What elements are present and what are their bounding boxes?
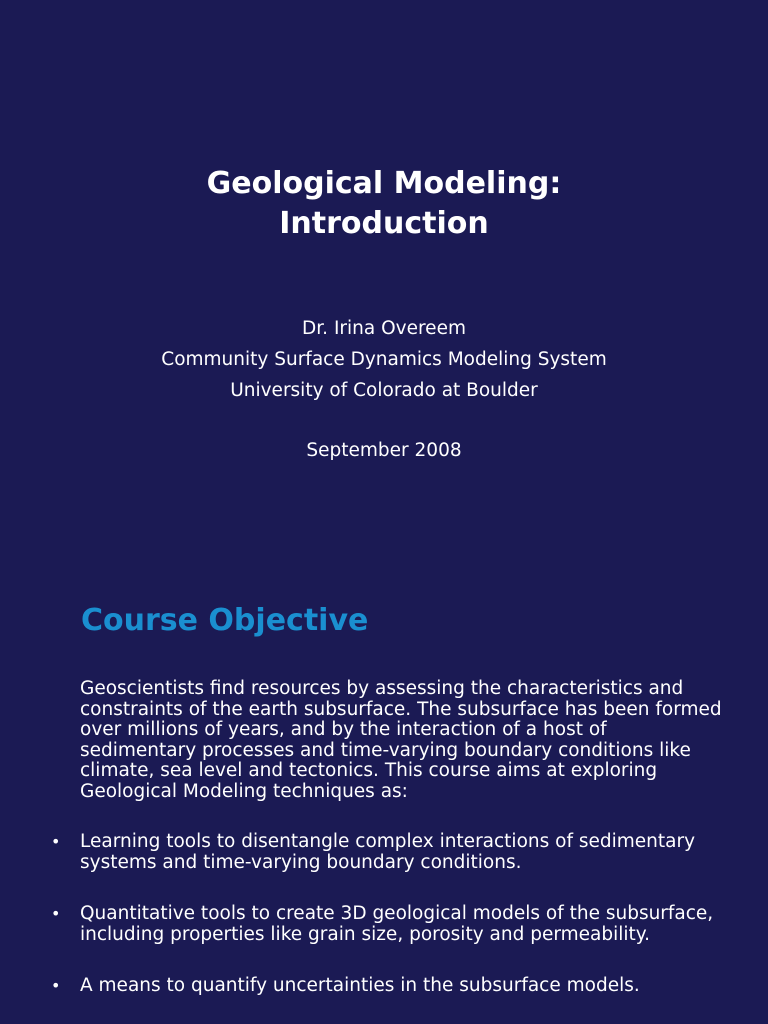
title-line-2: Introduction	[279, 206, 489, 241]
bullet-icon: •	[51, 976, 61, 995]
title-line-1: Geological Modeling:	[206, 166, 562, 201]
paragraph-line: climate, sea level and tectonics. This course aims at exploring	[80, 760, 658, 781]
paragraph-line: over millions of years, and by the interaction of a host of	[80, 719, 607, 740]
bullet-line: Quantitative tools to create 3D geological models of the subsurface,	[80, 903, 714, 924]
paragraph-line: sedimentary processes and time-varying boundary conditions like	[80, 739, 691, 761]
paragraph-line: Geoscientists find resources by assessing the characteristics and	[80, 678, 684, 699]
section-heading: Course Objective	[81, 603, 369, 638]
bullet-line: A means to quantify uncertainties in the subsurface models.	[80, 975, 640, 996]
intro-paragraph	[80, 679, 750, 802]
bullet-item	[0, 832, 768, 873]
author-name: Dr. Irina Overeem	[302, 318, 466, 339]
author-university: University of Colorado at Boulder	[230, 380, 538, 401]
bullet-line: systems and time-varying boundary conditions.	[80, 851, 522, 873]
paragraph-line: Geological Modeling techniques as:	[80, 780, 408, 802]
course-objective-slide	[0, 560, 768, 1024]
bullet-item	[0, 904, 768, 945]
presentation-date: September 2008	[306, 440, 462, 461]
bullet-line: Learning tools to disentangle complex interactions of sedimentary	[80, 831, 696, 852]
author-block	[0, 313, 768, 406]
objective-bullet-list	[0, 832, 768, 997]
bullet-icon: •	[51, 832, 61, 851]
bullet-icon: •	[51, 904, 61, 923]
bullet-item	[0, 976, 768, 997]
bullet-line: including properties like grain size, porosity and permeability.	[80, 923, 650, 945]
paragraph-line: constraints of the earth subsurface. The subsurface has been formed	[80, 698, 722, 720]
author-organization: Community Surface Dynamics Modeling System	[161, 349, 607, 370]
slide-title	[0, 164, 768, 244]
